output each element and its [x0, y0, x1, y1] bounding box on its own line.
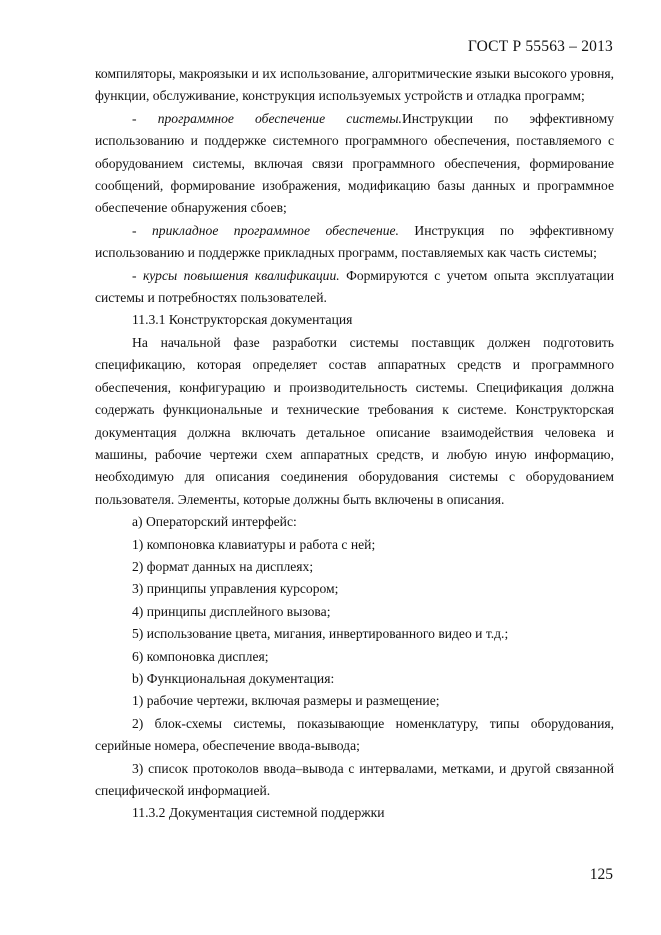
list-item: 6) компоновка дисплея; — [132, 648, 269, 664]
description: Формируются с учетом опыта эксплуатации системы и потребностях пользователей. — [95, 267, 614, 306]
list-item-application-software — [95, 220, 614, 265]
standard-header: ГОСТ Р 55563 – 2013 — [467, 38, 613, 55]
term: программное обеспечение системы. — [157, 110, 402, 126]
section-heading-11-3-2: 11.3.2 Документация системной поддержки — [132, 805, 385, 821]
dash: - — [132, 110, 158, 126]
list-heading-a: a) Операторский интерфейс: — [132, 514, 297, 530]
list-item: 2) формат данных на дисплеях; — [132, 558, 314, 574]
list-item: 3) принципы управления курсором; — [132, 581, 339, 597]
term: прикладное программное обеспечение. — [151, 222, 399, 238]
paragraph: На начальной фазе разработки системы поставщик должен подготовить спецификацию, которая определяет состав аппаратных средств и программного обеспечения, конфигурацию и производительность системы. Спецификация должна содержать функциональные и технические требования к системе. Конструкторская документация должна включать детальное описание взаимодействия человека и машины, рабочие чертежи схем аппаратных средств, и любую иную информацию, необходимую для описания соединения оборудования системы с оборудованием пользователя. Элементы, которые должны быть включены в описания. — [95, 334, 614, 507]
list-item-training-courses — [95, 265, 614, 310]
dash: - — [132, 222, 152, 238]
list-item: 1) компоновка клавиатуры и работа с ней; — [132, 536, 376, 552]
description: Инструкция по эффективному использованию и поддержке прикладных программ, поставляемых как часть системы; — [95, 222, 614, 261]
body-text — [95, 63, 614, 825]
list-item: 4) принципы дисплейного вызова; — [132, 603, 331, 619]
list-item: 5) использование цвета, мигания, инвертированного видео и т.д.; — [132, 626, 509, 642]
description: Инструкции по эффективному использованию и поддержке системного программного обеспечения, поставляемого с оборудованием системы, включая связи программного обеспечения, формирование сообщений, формирование изображения, модификацию базы данных и программное обеспечение обнаружения сбоев; — [95, 110, 614, 216]
list-item: 1) рабочие чертежи, включая размеры и размещение; — [132, 693, 440, 709]
page-number: 125 — [589, 866, 613, 883]
section-heading-11-3-1: 11.3.1 Конструкторская документация — [132, 312, 353, 328]
list-heading-b: b) Функциональная документация: — [132, 670, 335, 686]
paragraph: компиляторы, макроязыки и их использование, алгоритмические языки высокого уровня, функции, обслуживание, конструкция используемых устройств и отладка программ; — [95, 66, 614, 104]
dash: - — [132, 267, 143, 283]
list-item: 2) блок-схемы системы, показывающие номенклатуру, типы оборудования, серийные номера, обеспечение ввода-вывода; — [95, 715, 614, 754]
list-item: 3) список протоколов ввода–вывода с интервалами, метками, и другой связанной специфической информацией. — [95, 760, 614, 798]
term: курсы повышения квалификации. — [142, 267, 340, 283]
list-item-system-software — [95, 108, 614, 220]
